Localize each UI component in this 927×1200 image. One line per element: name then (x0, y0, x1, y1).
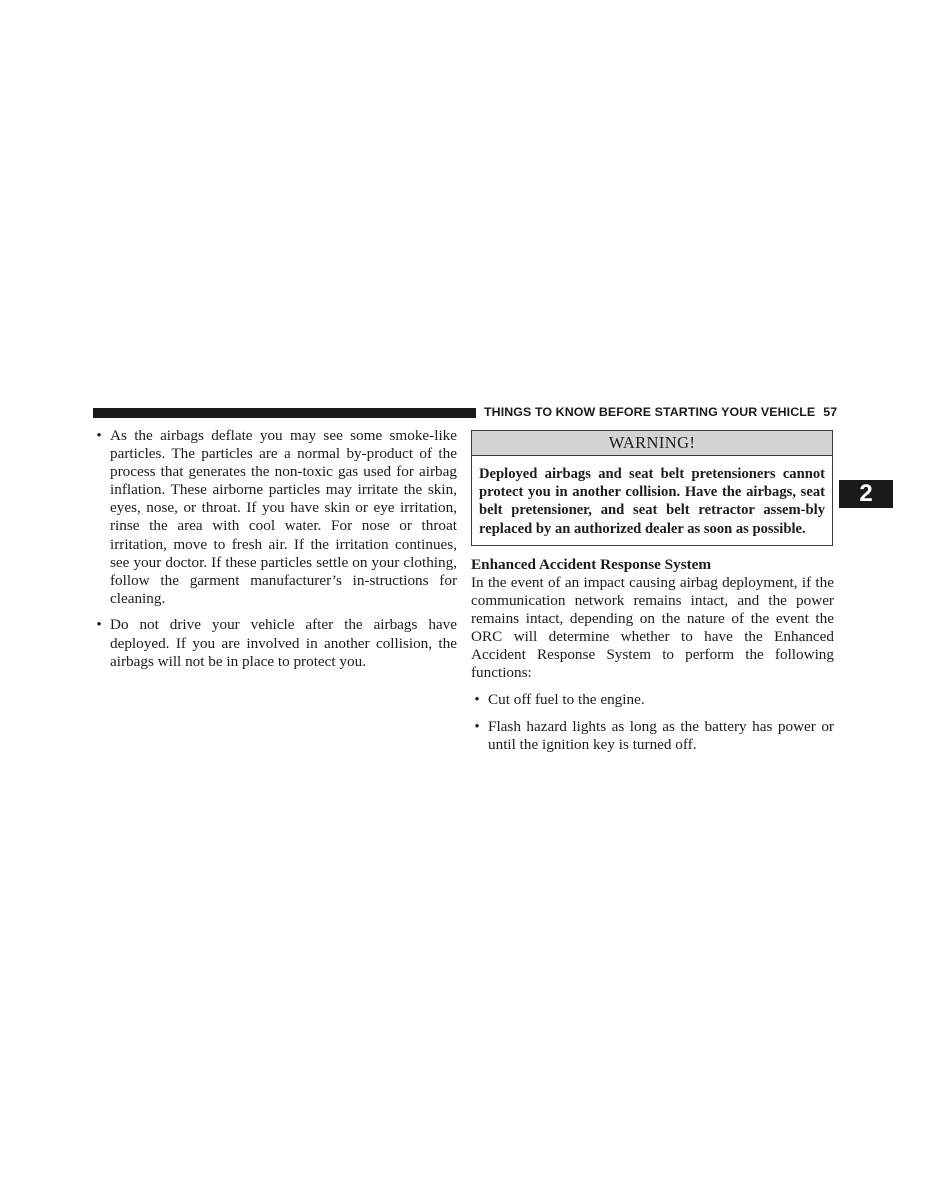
bullet-list (471, 691, 834, 754)
list-item-text: Do not drive your vehicle after the airbags have deployed. If you are involved in another collision, the airbags will not be in place to protect you. (110, 616, 457, 670)
right-column (471, 430, 834, 762)
list-item-text: Flash hazard lights as long as the battery has power or until the ignition key is turned off. (488, 717, 834, 753)
list-item (471, 691, 834, 709)
list-item-text: As the airbags deflate you may see some smoke-like particles. The particles are a normal by-product of the process that generates the non-toxic gas used for airbag inflation. These airborne particles may irritate the skin, eyes, nose, or throat. If you have skin or eye irritation, rinse the area with cool water. For nose or throat irritation, move to fresh air. If the irritation continues, see your doctor. If these particles settle on your clothing, follow the garment manufacturer’s in-structions for cleaning. (110, 427, 457, 607)
page-number: 57 (823, 405, 838, 419)
left-column (93, 427, 457, 679)
bullet-icon: • (96, 427, 102, 444)
section-heading: Enhanced Accident Response System (471, 555, 712, 573)
bullet-icon: • (474, 690, 480, 708)
list-item (471, 718, 834, 754)
section-paragraph: In the event of an impact causing airbag deployment, if the communication network remains intact, and the power remains intact, depending on the nature of the event the ORC will determine whether to have the Enhanced Accident Response System to perform the following functions: (471, 573, 834, 682)
running-header (484, 405, 836, 419)
warning-body: Deployed airbags and seat belt pretensioners cannot protect you in another collision. Have the airbags, seat belt pretensioner, and seat belt retractor assem-bly replaced by an authorized dealer as soon as possible. (479, 466, 825, 537)
warning-box (471, 430, 833, 546)
header-rule (93, 408, 476, 418)
list-item (93, 616, 457, 670)
section-title: THINGS TO KNOW BEFORE STARTING YOUR VEHICLE (484, 405, 816, 419)
list-item-text: Cut off fuel to the engine. (488, 690, 645, 708)
chapter-tab: 2 (839, 480, 893, 508)
bullet-icon: • (96, 616, 102, 634)
warning-title: WARNING! (472, 431, 832, 456)
bullet-icon: • (474, 717, 480, 735)
list-item (93, 427, 457, 608)
bullet-list (93, 427, 457, 671)
